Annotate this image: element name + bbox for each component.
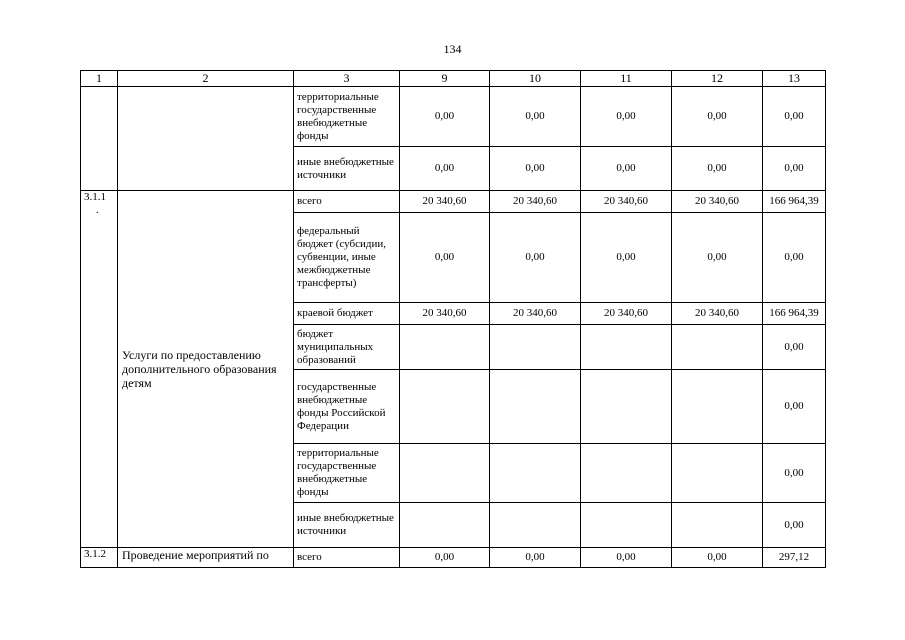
- value-cell: [490, 503, 581, 548]
- value-cell: 0,00: [400, 147, 490, 191]
- source-cell: краевой бюджет: [294, 303, 400, 325]
- source-cell: всего: [294, 548, 400, 568]
- total-cell: 0,00: [763, 370, 826, 444]
- total-cell: 166 964,39: [763, 191, 826, 213]
- total-cell: 0,00: [763, 147, 826, 191]
- value-cell: 0,00: [581, 548, 672, 568]
- value-cell: [581, 444, 672, 503]
- total-cell: 166 964,39: [763, 303, 826, 325]
- value-cell: 0,00: [400, 548, 490, 568]
- total-cell: 0,00: [763, 325, 826, 370]
- header-row: [81, 71, 826, 87]
- header-col-9: 9: [400, 71, 490, 87]
- value-cell: 0,00: [400, 213, 490, 303]
- value-cell: 0,00: [672, 548, 763, 568]
- source-cell: территориальные государственные внебюджетные фонды: [294, 87, 400, 147]
- item-code-cell: [81, 191, 118, 548]
- source-cell: всего: [294, 191, 400, 213]
- value-cell: 20 340,60: [400, 191, 490, 213]
- name-cell-empty: [118, 87, 294, 191]
- budget-table: [80, 70, 826, 568]
- value-cell: 20 340,60: [672, 191, 763, 213]
- value-cell: 0,00: [672, 87, 763, 147]
- value-cell: [672, 444, 763, 503]
- source-cell: бюджет муниципальных образований: [294, 325, 400, 370]
- value-cell: [672, 325, 763, 370]
- value-cell: 0,00: [490, 147, 581, 191]
- value-cell: [672, 370, 763, 444]
- item-code-dot: .: [96, 204, 99, 216]
- header-col-10: 10: [490, 71, 581, 87]
- value-cell: [490, 325, 581, 370]
- item-name: Услуги по предоставлению дополнительного образования детям: [118, 191, 294, 548]
- total-cell: 297,12: [763, 548, 826, 568]
- header-col-2: 2: [118, 71, 294, 87]
- page-number: 134: [443, 42, 462, 56]
- header-col-3: 3: [294, 71, 400, 87]
- total-cell: 0,00: [763, 213, 826, 303]
- value-cell: [400, 325, 490, 370]
- total-cell: 0,00: [763, 87, 826, 147]
- header-col-11: 11: [581, 71, 672, 87]
- value-cell: 20 340,60: [490, 303, 581, 325]
- source-cell: государственные внебюджетные фонды Российской Федерации: [294, 370, 400, 444]
- value-cell: 0,00: [581, 147, 672, 191]
- value-cell: [400, 444, 490, 503]
- source-cell: федеральный бюджет (субсидии, субвенции, иные межбюджетные трансферты): [294, 213, 400, 303]
- value-cell: 0,00: [581, 213, 672, 303]
- value-cell: [672, 503, 763, 548]
- value-cell: 20 340,60: [672, 303, 763, 325]
- header-col-13: 13: [763, 71, 826, 87]
- item-code: 3.1.2: [81, 548, 118, 568]
- value-cell: 0,00: [490, 213, 581, 303]
- value-cell: 0,00: [672, 213, 763, 303]
- table-row: [81, 548, 826, 568]
- value-cell: 0,00: [581, 87, 672, 147]
- value-cell: 0,00: [400, 87, 490, 147]
- source-cell: иные внебюджетные источники: [294, 147, 400, 191]
- table-row: [81, 191, 826, 213]
- source-cell: территориальные государственные внебюджетные фонды: [294, 444, 400, 503]
- source-cell: иные внебюджетные источники: [294, 503, 400, 548]
- value-cell: [490, 444, 581, 503]
- value-cell: 0,00: [490, 548, 581, 568]
- value-cell: [581, 503, 672, 548]
- value-cell: [581, 325, 672, 370]
- total-cell: 0,00: [763, 503, 826, 548]
- header-col-12: 12: [672, 71, 763, 87]
- item-name: Проведение мероприятий по: [118, 548, 294, 568]
- value-cell: [490, 370, 581, 444]
- value-cell: 0,00: [490, 87, 581, 147]
- value-cell: 0,00: [672, 147, 763, 191]
- value-cell: 20 340,60: [581, 191, 672, 213]
- code-cell-empty: [81, 87, 118, 191]
- total-cell: 0,00: [763, 444, 826, 503]
- item-code: 3.1.1: [84, 191, 106, 203]
- value-cell: 20 340,60: [581, 303, 672, 325]
- header-col-1: 1: [81, 71, 118, 87]
- table-row: [81, 87, 826, 147]
- value-cell: [400, 503, 490, 548]
- value-cell: 20 340,60: [490, 191, 581, 213]
- value-cell: [581, 370, 672, 444]
- value-cell: [400, 370, 490, 444]
- value-cell: 20 340,60: [400, 303, 490, 325]
